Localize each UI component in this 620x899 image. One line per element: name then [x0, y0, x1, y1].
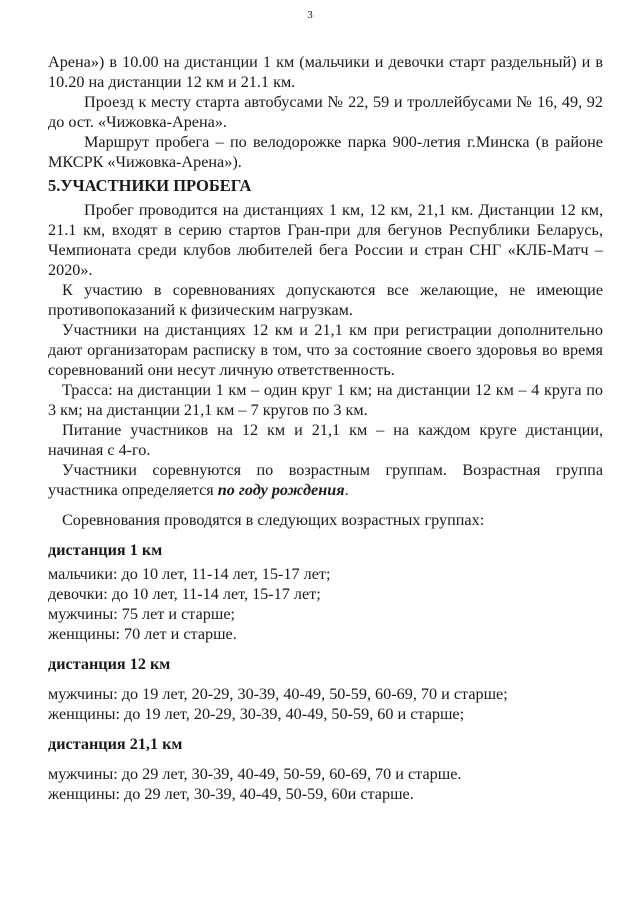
list-item: мужчины: до 29 лет, 30-39, 40-49, 50-59, 60-69, 70 и старше. [48, 765, 462, 783]
groups-intro: Соревнования проводятся в следующих возрастных группах: [62, 511, 485, 529]
section-paragraph-responsibility: Участники на дистанциях 12 км и 21,1 км при регистрации дополнительно дают организаторам расписку в том, что за состояние своего здоровья во время соревнований они несут личную ответственность. [48, 321, 603, 379]
section-heading: 5.УЧАСТНИКИ ПРОБЕГА [48, 176, 252, 195]
list-item: мужчины: 75 лет и старше; [48, 605, 236, 623]
list-item: девочки: до 10 лет, 11-14 лет, 15-17 лет; [48, 585, 321, 603]
age-groups-text: Участники соревнуются по возрастным группам. Возрастная группа участника определяется [48, 461, 603, 499]
age-groups-end: . [344, 481, 349, 499]
section-paragraph-admission: К участию в соревнованиях допускаются все желающие, не имеющие противопоказаний к физическим нагрузкам. [48, 281, 603, 319]
list-item: мужчины: до 19 лет, 20-29, 30-39, 40-49, 50-59, 60-69, 70 и старше; [48, 685, 508, 703]
intro-transport: Проезд к месту старта автобусами № 22, 59 и троллейбусами № 16, 49, 92 до ост. «Чижовка-Арена». [48, 93, 603, 131]
section-paragraph-age-groups [48, 460, 603, 500]
distance-21km-title: дистанция 21,1 км [48, 735, 183, 753]
page-number: 3 [307, 9, 313, 21]
section-paragraph-distances: Пробег проводится на дистанциях 1 км, 12 км, 21,1 км. Дистанции 12 км, 21.1 км, входят в серию стартов Гран-при для бегунов Республики Беларусь, Чемпионата среди клубов любителей бега России и стран СНГ «КЛБ-Матч – 2020». [48, 201, 603, 279]
section-paragraph-track: Трасса: на дистанции 1 км – один круг 1 км; на дистанции 12 км – 4 круга по 3 км; на дистанции 21,1 км – 7 кругов по 3 км. [48, 381, 603, 419]
distance-12km-title: дистанция 12 км [48, 655, 171, 673]
section-paragraph-nutrition: Питание участников на 12 км и 21,1 км – на каждом круге дистанции, начиная с 4-го. [48, 421, 603, 459]
intro-start-times: Арена») в 10.00 на дистанции 1 км (мальчики и девочки старт раздельный) и в 10.20 на дистанции 12 км и 21.1 км. [48, 53, 603, 91]
list-item: мальчики: до 10 лет, 11-14 лет, 15-17 лет; [48, 565, 331, 583]
document-body [48, 52, 603, 804]
birth-year-emphasis: по году рождения [217, 481, 345, 499]
list-item: женщины: 70 лет и старше. [48, 625, 237, 643]
list-item: женщины: до 29 лет, 30-39, 40-49, 50-59, 60и старше. [48, 785, 414, 803]
intro-route: Маршрут пробега – по велодорожке парка 900-летия г.Минска (в районе МКСРК «Чижовка-Арена»). [48, 133, 603, 171]
distance-1km-title: дистанция 1 км [48, 541, 163, 559]
list-item: женщины: до 19 лет, 20-29, 30-39, 40-49, 50-59, 60 и старше; [48, 705, 465, 723]
